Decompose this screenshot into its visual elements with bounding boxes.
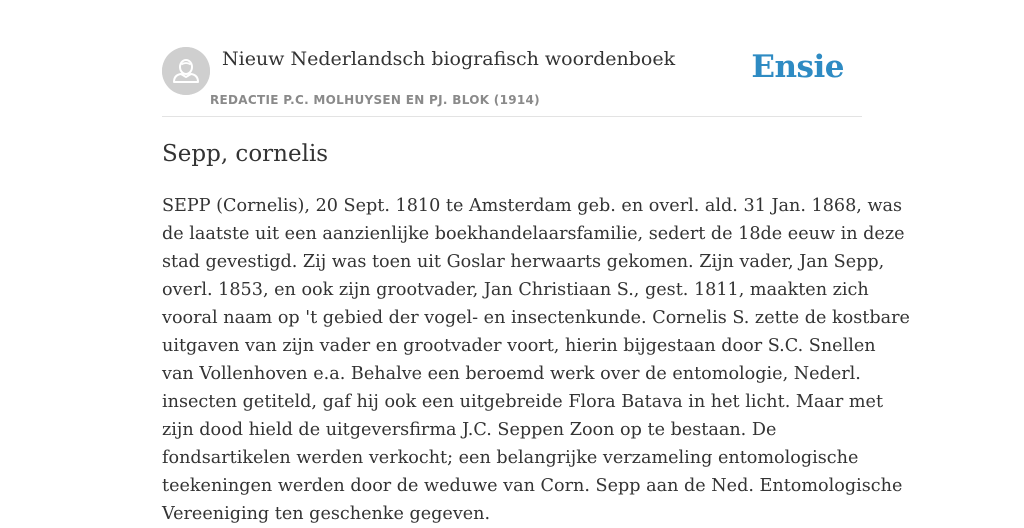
entry-text-line: overl. 1853, en ook zijn grootvader, Jan Christiaan S., gest. 1811, maakten zich (162, 280, 869, 300)
entry-text-line: uitgaven van zijn vader en grootvader voort, hierin bijgestaan door S.C. Snellen (162, 336, 876, 356)
book-editors: REDACTIE P.C. MOLHUYSEN EN PJ. BLOK (1914) (210, 93, 540, 107)
entry-text-line: Vereeniging ten geschenke gegeven. (162, 504, 491, 524)
user-avatar-icon[interactable] (162, 47, 210, 95)
entry-text-line: insecten getiteld, gaf hij ook een uitgebreide Flora Batava in het licht. Maar met (162, 392, 884, 412)
entry-text-line: fondsartikelen werden verkocht; een belangrijke verzameling entomologische (162, 448, 859, 468)
entry-text-line: stad gevestigd. Zij was toen uit Goslar herwaarts gekomen. Zijn vader, Jan Sepp, (162, 252, 885, 272)
entry-body (162, 192, 910, 528)
entry-text-line: teekeningen werden door de weduwe van Corn. Sepp aan de Ned. Entomologische (162, 476, 903, 496)
entry-text-line: vooral naam op 't gebied der vogel- en insectenkunde. Cornelis S. zette de kostbare (162, 308, 910, 328)
header (162, 46, 862, 117)
entry-text-line: van Vollenhoven e.a. Behalve een beroemd werk over de entomologie, Nederl. (162, 364, 861, 384)
ensie-logo[interactable]: Ensie (751, 49, 844, 85)
book-title[interactable]: Nieuw Nederlandsch biografisch woordenboek (222, 48, 676, 70)
entry-text-line: zijn dood hield de uitgeversfirma J.C. Seppen Zoon op te bestaan. De (162, 420, 777, 440)
entry-text-line: SEPP (Cornelis), 20 Sept. 1810 te Amsterdam geb. en overl. ald. 31 Jan. 1868, was (162, 196, 903, 216)
entry-text-line: de laatste uit een aanzienlijke boekhandelaarsfamilie, sedert de 18de eeuw in deze (162, 224, 905, 244)
entry-title: Sepp, cornelis (162, 141, 329, 167)
